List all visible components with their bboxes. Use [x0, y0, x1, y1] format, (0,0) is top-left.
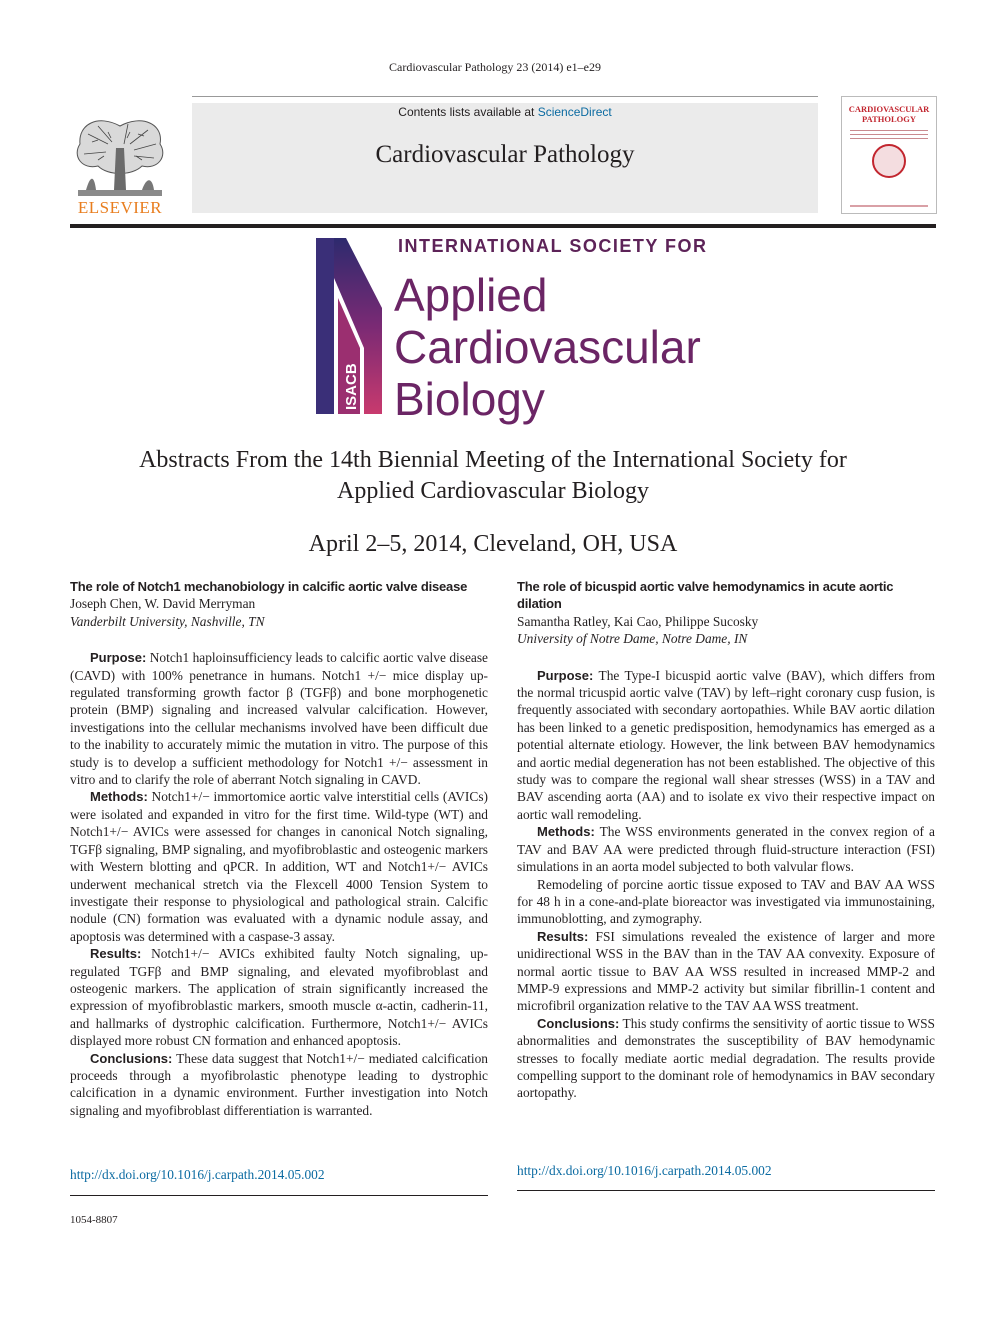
methods-text: Notch1+/− immortomice aortic valve interstitial cells (AVICs) were isolated and expanded in vitro for the first time. Wild-type (WT) and Notch1+/− AVICs were assessed for changes in canonical Notch signaling, TGFβ signaling, BMP signaling, and myofibroblastic and osteogenic markers with Western blotting and qPCR. In addition, WT and Notch1+/− AVICs underwent mechanical stretch via the Flexcell 4000 Tension System to investigate their response to physiological and pathological strain. Calcific nodule (CN) formation was evaluated with a dynamic nodule assay, and apoptosis was determined with a caspase-3 assay.: [70, 789, 488, 944]
isacb-acronym: ISACB: [343, 363, 360, 410]
methods-continued-text: Remodeling of porcine aortic tissue exposed to TAV and BAV AA WSS for 48 h in a cone-and-plate bioreactor was investigated via immunostaining, immunoblotting, and zymography.: [517, 876, 935, 927]
purpose-text: The Type-I bicuspid aortic valve (BAV), which differs from the normal tricuspid aortic valve (TAV) by left–right coronary cusp fusion, is frequently associated with secondary aortopathies. While BAV aortic dilation has been linked to a genetic predisposition, hemodynamics has emerged as a potential alternate etiology. However, the link between BAV hemodynamics and aortic medial degeneration has not been established. The objective of this study was to compare the regional wall shear stresses (WSS) in a TAV and BAV ascending aorta (AA) and to isolate ex vivo their respective impact on aortic wall remodeling.: [517, 667, 935, 822]
results-text: FSI simulations revealed the existence of larger and more unidirectional WSS in the BAV than in the TAV AA convexity. Exposure of normal aortic tissue to BAV AA WSS resulted in increased MMP-2 and MMP-9 expressions and MMP-2 activity but similar fibrillin-1 content and microfibril organization relative to the TAV AA WSS treatment.: [517, 928, 935, 1014]
results-paragraph: [517, 928, 935, 1015]
meeting-title: Abstracts From the 14th Biennial Meeting of the International Society for Applied Cardiovascular Biology: [139, 447, 847, 504]
conclusions-text: This study confirms the sensitivity of aortic tissue to WSS abnormalities and demonstrates the susceptibility of BAV hemodynamic stresses to focally mediate aortic medial degradation. The results provide compelling support to the dominant role of hemodynamics in BAV secondary aortopathy.: [517, 1015, 935, 1101]
issn: 1054-8807: [70, 1214, 118, 1226]
meeting-date-location: April 2–5, 2014, Cleveland, OH, USA: [308, 531, 678, 557]
isacb-logo-mark: [316, 238, 382, 414]
cover-title: CARDIOVASCULAR PATHOLOGY: [848, 104, 930, 124]
abstract-body: [517, 667, 935, 1102]
cover-text-lines: [850, 130, 928, 142]
purpose-label: Purpose:: [537, 667, 594, 683]
methods-label: Methods:: [90, 789, 148, 805]
abstract-authors: Joseph Chen, W. David Merryman: [70, 596, 256, 612]
methods-label: Methods:: [537, 824, 595, 840]
journal-reference: Cardiovascular Pathology 23 (2014) e1–e29: [389, 60, 601, 74]
abstract-title: The role of bicuspid aortic valve hemodynamics in acute aortic dilation: [517, 579, 894, 612]
isacb-biology: Biology: [394, 373, 545, 425]
column-rule: [70, 1195, 488, 1196]
publisher-name: ELSEVIER: [77, 198, 163, 217]
abstract-authors: Samantha Ratley, Kai Cao, Philippe Sucosky: [517, 613, 759, 629]
conclusions-label: Conclusions:: [537, 1015, 620, 1031]
results-label: Results:: [537, 928, 589, 944]
abstract-title: The role of Notch1 mechanobiology in calcific aortic valve disease: [70, 579, 468, 594]
isacb-society-line: INTERNATIONAL SOCIETY FOR: [398, 236, 708, 256]
purpose-text: Notch1 haploinsufficiency leads to calcific aortic valve disease (CAVD) with 100% penetrance in humans. Notch1 +/− mice display up-regulated transforming growth factor β (TGFβ) and bone morphogenetic protein (BMP) signaling and increased valvular calcification. However, investigations into the cellular mechanisms involved have been difficult due to the inability to accurately mimic the mutation in vitro. The purpose of this study is to develop a sufficient methodology for Notch1 +/− assessment in vitro and to clarify the role of aberrant Notch signaling in CAVD.: [70, 650, 488, 788]
abstract-affiliation: Vanderbilt University, Nashville, TN: [70, 613, 265, 629]
purpose-label: Purpose:: [90, 650, 147, 666]
methods-paragraph: [517, 823, 935, 875]
abstract-body: [70, 649, 488, 1119]
isacb-cardiovascular: Cardiovascular: [394, 321, 701, 373]
purpose-paragraph: [70, 649, 488, 788]
abstract-right: [517, 578, 935, 1102]
abstract-left: [70, 578, 488, 1119]
methods-continued-paragraph: [517, 876, 935, 928]
conclusions-paragraph: [70, 1050, 488, 1120]
isacb-applied: Applied: [394, 269, 548, 321]
purpose-paragraph: [517, 667, 935, 824]
journal-name: Cardiovascular Pathology: [375, 141, 635, 168]
doi-link[interactable]: http://dx.doi.org/10.1016/j.carpath.2014.05.002: [70, 1167, 325, 1182]
header-top-rule: [192, 96, 818, 97]
results-label: Results:: [90, 946, 142, 962]
results-text: Notch1+/− AVICs exhibited faulty Notch signaling, up-regulated TGFβ and BMP signaling, and elevated myofibroblast and osteogenic markers. The application of strain significantly increased the expression of myofibroblastic markers, smooth muscle α-actin, cadherin-11, and hallmarks of dystrophic calcification. Furthermore, Notch1+/− AVICs displayed more robust CN formation and enhanced apoptosis.: [70, 946, 488, 1049]
abstract-affiliation: University of Notre Dame, Notre Dame, IN: [517, 631, 748, 647]
column-rule: [517, 1190, 935, 1191]
sciencedirect-link[interactable]: ScienceDirect: [537, 105, 612, 119]
conclusions-text: These data suggest that Notch1+/− mediated calcification proceeds through a myofibrolastic phenotype leading to dystrophic calcification in a dynamic environment. Further investigation into Notch signaling and myofibroblast differentiation is warranted.: [70, 1050, 488, 1118]
header-thick-rule: [70, 224, 936, 228]
cover-footer-line: [850, 205, 928, 207]
conclusions-label: Conclusions:: [90, 1050, 173, 1066]
doi-link[interactable]: http://dx.doi.org/10.1016/j.carpath.2014.05.002: [517, 1163, 772, 1178]
methods-paragraph: [70, 788, 488, 945]
results-paragraph: [70, 945, 488, 1049]
conclusions-paragraph: [517, 1015, 935, 1102]
contents-prefix: Contents lists available at: [398, 105, 538, 119]
contents-line: [192, 105, 818, 119]
methods-text: The WSS environments generated in the convex region of a TAV and BAV AA were predicted through fluid-structure interaction (FSI) simulations in an aorta model subjected to both valvular flows.: [517, 824, 935, 875]
cover-seal-icon: [872, 144, 906, 178]
